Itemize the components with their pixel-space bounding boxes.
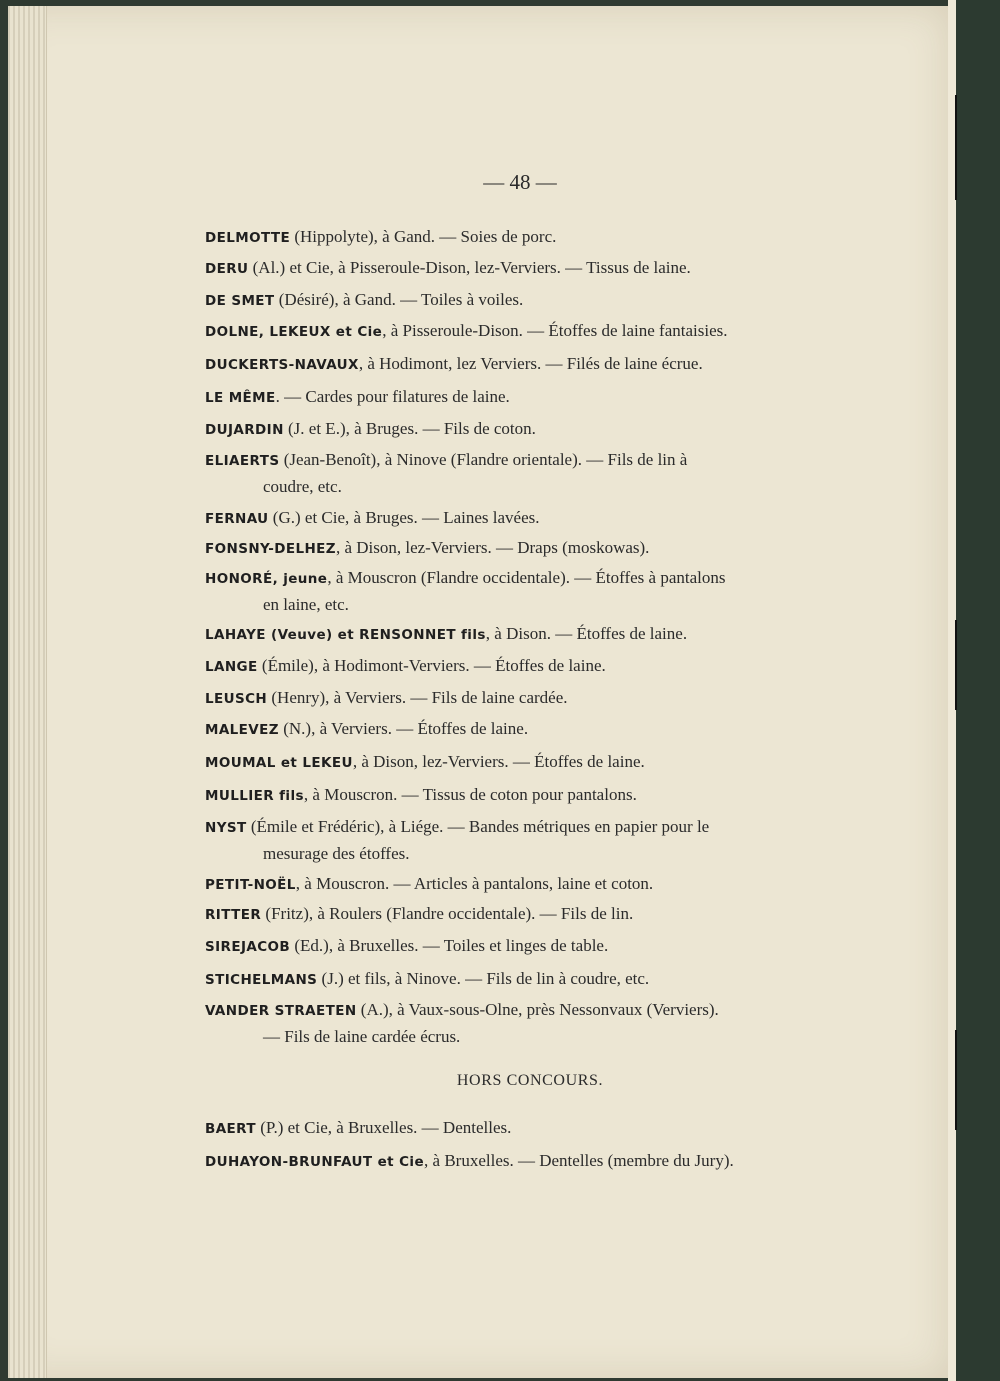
entry-name: FONSNY-DELHEZ: [205, 541, 336, 557]
entry-text: (Henry), à Verviers. — Fils de laine cardée.: [267, 688, 568, 707]
list-item: [205, 997, 845, 1050]
entry-name: DERU: [205, 261, 249, 277]
entry-name: DELMOTTE: [205, 230, 291, 246]
entry-text: (J. et E.), à Bruges. — Fils de coton.: [283, 419, 536, 438]
entry-name: MOUMAL et LEKEU: [205, 755, 353, 771]
entry-text: , à Dison, lez-Verviers. — Draps (moskowas).: [335, 538, 650, 557]
list-item: [205, 901, 845, 928]
list-item: [205, 224, 845, 251]
entry-text: (Al.) et Cie, à Pisseroule-Dison, lez-Verviers. — Tissus de laine.: [248, 258, 691, 277]
list-item: [205, 384, 845, 411]
entry-continuation: mesurage des étoffes.: [263, 844, 410, 863]
list-item: [205, 1115, 845, 1142]
entry-text: (Hippolyte), à Gand. — Soies de porc.: [290, 227, 557, 246]
entry-continuation: — Fils de laine cardée écrus.: [263, 1027, 461, 1046]
entry-name: RITTER: [205, 907, 262, 923]
entry-text: , à Dison. — Étoffes de laine.: [485, 624, 688, 643]
entry-name: PETIT-NOËL: [205, 877, 296, 893]
entry-name: NYST: [205, 820, 247, 836]
entry-name: VANDER STRAETEN: [205, 1003, 357, 1019]
entry-text: , à Pisseroule-Dison. — Étoffes de laine fantaisies.: [382, 321, 728, 340]
list-item: [205, 1148, 845, 1175]
list-item: [205, 351, 845, 378]
entry-text: (Fritz), à Roulers (Flandre occidentale). — Fils de lin.: [261, 904, 634, 923]
entry-text: . — Cardes pour filatures de laine.: [275, 387, 510, 406]
entry-name: HONORÉ, jeune: [205, 571, 328, 587]
entry-name: LANGE: [205, 659, 258, 675]
entry-text: (Désiré), à Gand. — Toiles à voiles.: [274, 290, 524, 309]
entry-text: , à Mouscron. — Tissus de coton pour pantalons.: [303, 785, 637, 804]
list-item: [205, 318, 845, 345]
entry-name: LAHAYE (Veuve) et RENSONNET fils: [205, 627, 486, 643]
entry-name: STICHELMANS: [205, 972, 318, 988]
entry-text: (N.), à Verviers. — Étoffes de laine.: [278, 719, 529, 738]
entry-text: , à Bruxelles. — Dentelles (membre du Jury).: [424, 1151, 734, 1170]
entry-text: (A.), à Vaux-sous-Olne, près Nessonvaux (Verviers).: [356, 1000, 719, 1019]
entry-name: DUHAYON-BRUNFAUT et Cie: [205, 1154, 425, 1170]
list-item: [205, 653, 845, 680]
entry-name: MULLIER fils: [205, 788, 304, 804]
list-item: [205, 782, 845, 809]
entry-name: FERNAU: [205, 511, 269, 527]
list-item: [205, 716, 845, 743]
list-item: [205, 871, 845, 898]
entry-name: ELIAERTS: [205, 453, 280, 469]
entry-text: (P.) et Cie, à Bruxelles. — Dentelles.: [255, 1118, 512, 1137]
entry-text: (Ed.), à Bruxelles. — Toiles et linges de table.: [290, 936, 609, 955]
entry-name: LE MÊME: [205, 390, 276, 406]
entry-name: DE SMET: [205, 293, 275, 309]
cover-mark: [955, 95, 957, 200]
list-item: [205, 287, 845, 314]
section-title: HORS CONCOURS.: [456, 1072, 604, 1089]
list-item: [205, 749, 845, 776]
list-item: [205, 535, 845, 562]
entry-text: , à Dison, lez-Verviers. — Étoffes de laine.: [352, 752, 645, 771]
entry-name: DOLNE, LEKEUX et Cie: [205, 324, 383, 340]
list-item: [205, 933, 845, 960]
entry-text: (Jean-Benoît), à Ninove (Flandre orientale). — Fils de lin à: [279, 450, 688, 469]
list-item: [205, 685, 845, 712]
list-item: [205, 814, 845, 867]
entry-name: SIREJACOB: [205, 939, 291, 955]
entry-continuation: coudre, etc.: [263, 477, 342, 496]
entry-name: DUJARDIN: [205, 422, 284, 438]
list-item: [205, 621, 845, 648]
entry-text: , à Mouscron (Flandre occidentale). — Étoffes à pantalons: [327, 568, 726, 587]
list-item: [205, 255, 845, 282]
list-item: [205, 505, 845, 532]
entry-name: DUCKERTS-NAVAUX: [205, 357, 359, 373]
entry-text: (Émile), à Hodimont-Verviers. — Étoffes de laine.: [257, 656, 606, 675]
page-edges: [8, 6, 47, 1378]
entry-continuation: en laine, etc.: [263, 595, 349, 614]
entry-name: MALEVEZ: [205, 722, 279, 738]
list-item: [205, 966, 845, 993]
entry-name: BAERT: [205, 1121, 256, 1137]
entry-text: , à Mouscron. — Articles à pantalons, laine et coton.: [295, 874, 654, 893]
entry-name: LEUSCH: [205, 691, 268, 707]
entry-text: , à Hodimont, lez Verviers. — Filés de laine écrue.: [358, 354, 703, 373]
page-number: — 48 —: [483, 170, 557, 194]
entry-text: (G.) et Cie, à Bruges. — Laines lavées.: [268, 508, 540, 527]
list-item: [205, 565, 845, 618]
entry-text: (J.) et fils, à Ninove. — Fils de lin à coudre, etc.: [317, 969, 650, 988]
list-item: [205, 447, 845, 500]
cover-mark: [955, 1030, 957, 1130]
cover-mark: [955, 620, 957, 710]
list-item: [205, 416, 845, 443]
entry-text: (Émile et Frédéric), à Liége. — Bandes métriques en papier pour le: [246, 817, 710, 836]
